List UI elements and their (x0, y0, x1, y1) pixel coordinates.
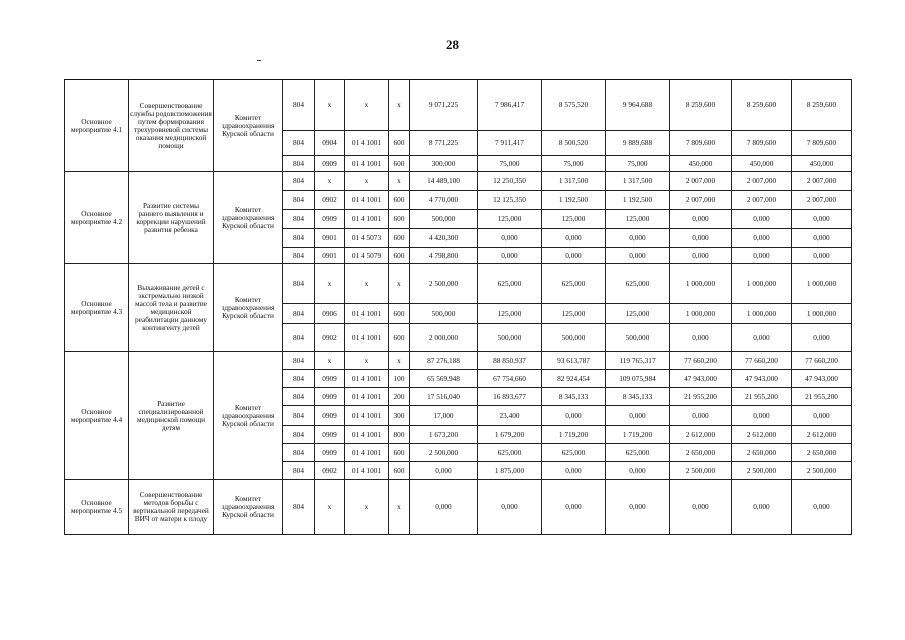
year-4-value-cell: 9 889,688 (606, 131, 670, 156)
year-2-value-cell: 1 875,000 (478, 462, 542, 480)
year-7-value-cell: 2 612,000 (792, 426, 852, 444)
year-5-value-cell: 2 650,000 (670, 444, 732, 462)
year-6-value-cell: 1 000,000 (732, 264, 792, 304)
target-article-cell: 01 4 1001 (345, 191, 389, 210)
year-3-value-cell: 75,000 (542, 156, 606, 172)
table-row (65, 352, 852, 370)
year-4-value-cell: 1 192,500 (606, 191, 670, 210)
grbs-code-cell: 804 (283, 324, 315, 352)
year-6-value-cell: 2 007,000 (732, 172, 792, 191)
event-name: Основное мероприятие 4.3 (65, 264, 129, 352)
year-3-value-cell: 0,000 (542, 462, 606, 480)
year-6-value-cell: 2 650,000 (732, 444, 792, 462)
year-6-value-cell: 0,000 (732, 248, 792, 264)
year-4-value-cell: 75,000 (606, 156, 670, 172)
grbs-code-cell: 804 (283, 406, 315, 426)
year-2-value-cell: 12 250,350 (478, 172, 542, 191)
year-1-value-cell: 500,000 (410, 210, 478, 229)
expense-type-cell: 600 (389, 304, 410, 324)
year-1-value-cell: 87 276,188 (410, 352, 478, 370)
year-4-value-cell: 0,000 (606, 406, 670, 426)
event-name: Основное мероприятие 4.1 (65, 80, 129, 172)
year-1-value-cell: 0,000 (410, 480, 478, 535)
year-3-value-cell: 1 192,500 (542, 191, 606, 210)
table-row (65, 480, 852, 535)
target-article-cell: 01 4 1001 (345, 156, 389, 172)
target-article-cell: 01 4 1001 (345, 388, 389, 406)
year-3-value-cell: 0,000 (542, 229, 606, 248)
year-2-value-cell: 0,000 (478, 229, 542, 248)
year-2-value-cell: 7 911,417 (478, 131, 542, 156)
year-3-value-cell: 93 613,787 (542, 352, 606, 370)
year-7-value-cell: 0,000 (792, 210, 852, 229)
grbs-code-cell: 804 (283, 388, 315, 406)
expense-type-cell: x (389, 352, 410, 370)
year-4-value-cell: 1 317,500 (606, 172, 670, 191)
year-5-value-cell: 8 259,600 (670, 80, 732, 131)
year-5-value-cell: 21 955,200 (670, 388, 732, 406)
page-number: 28 (446, 37, 459, 52)
year-6-value-cell: 0,000 (732, 210, 792, 229)
executor: Комитет здравоохранения Курской области (214, 352, 283, 480)
year-4-value-cell: 625,000 (606, 444, 670, 462)
target-article-cell: 01 4 1001 (345, 370, 389, 388)
year-1-value-cell: 500,000 (410, 304, 478, 324)
year-7-value-cell: 0,000 (792, 480, 852, 535)
year-7-value-cell: 2 007,000 (792, 172, 852, 191)
grbs-code-cell: 804 (283, 172, 315, 191)
section-code-cell: 0902 (315, 462, 345, 480)
year-1-value-cell: 14 489,100 (410, 172, 478, 191)
year-5-value-cell: 0,000 (670, 229, 732, 248)
year-2-value-cell: 625,000 (478, 264, 542, 304)
year-3-value-cell: 0,000 (542, 406, 606, 426)
year-1-value-cell: 1 673,200 (410, 426, 478, 444)
year-2-value-cell: 23,400 (478, 406, 542, 426)
year-3-value-cell: 500,000 (542, 324, 606, 352)
year-3-value-cell: 1 719,200 (542, 426, 606, 444)
year-7-value-cell: 0,000 (792, 248, 852, 264)
executor: Комитет здравоохранения Курской области (214, 80, 283, 172)
year-1-value-cell: 2 000,000 (410, 324, 478, 352)
year-4-value-cell: 119 765,317 (606, 352, 670, 370)
year-1-value-cell: 300,000 (410, 156, 478, 172)
target-article-cell: 01 4 1001 (345, 462, 389, 480)
year-3-value-cell: 0,000 (542, 248, 606, 264)
year-4-value-cell: 125,000 (606, 210, 670, 229)
year-2-value-cell: 67 754,660 (478, 370, 542, 388)
year-7-value-cell: 1 000,000 (792, 264, 852, 304)
year-1-value-cell: 2 500,000 (410, 264, 478, 304)
year-7-value-cell: 1 000,000 (792, 304, 852, 324)
section-code-cell: 0904 (315, 131, 345, 156)
target-article-cell: 01 4 1001 (345, 426, 389, 444)
year-4-value-cell: 0,000 (606, 248, 670, 264)
year-3-value-cell: 1 317,500 (542, 172, 606, 191)
year-3-value-cell: 0,000 (542, 480, 606, 535)
year-2-value-cell: 7 986,417 (478, 80, 542, 131)
expense-type-cell: 600 (389, 156, 410, 172)
executor: Комитет здравоохранения Курской области (214, 172, 283, 264)
year-6-value-cell: 21 955,200 (732, 388, 792, 406)
expense-type-cell: 600 (389, 444, 410, 462)
target-article-cell: 01 4 5073 (345, 229, 389, 248)
year-2-value-cell: 625,000 (478, 444, 542, 462)
year-6-value-cell: 0,000 (732, 406, 792, 426)
section-code-cell: x (315, 172, 345, 191)
year-2-value-cell: 75,000 (478, 156, 542, 172)
year-5-value-cell: 0,000 (670, 480, 732, 535)
year-6-value-cell: 2 500,000 (732, 462, 792, 480)
year-5-value-cell: 0,000 (670, 406, 732, 426)
grbs-code-cell: 804 (283, 80, 315, 131)
section-code-cell: 0902 (315, 324, 345, 352)
year-2-value-cell: 125,000 (478, 304, 542, 324)
year-7-value-cell: 0,000 (792, 324, 852, 352)
event-name: Основное мероприятие 4.4 (65, 352, 129, 480)
grbs-code-cell: 804 (283, 156, 315, 172)
expense-type-cell: 600 (389, 248, 410, 264)
section-code-cell: x (315, 80, 345, 131)
year-1-value-cell: 8 771,225 (410, 131, 478, 156)
section-code-cell: 0909 (315, 426, 345, 444)
grbs-code-cell: 804 (283, 352, 315, 370)
year-5-value-cell: 0,000 (670, 324, 732, 352)
year-6-value-cell: 8 259,600 (732, 80, 792, 131)
year-1-value-cell: 17,000 (410, 406, 478, 426)
table-row (65, 264, 852, 304)
grbs-code-cell: 804 (283, 229, 315, 248)
year-6-value-cell: 0,000 (732, 229, 792, 248)
expense-type-cell: 600 (389, 324, 410, 352)
year-1-value-cell: 4 798,800 (410, 248, 478, 264)
grbs-code-cell: 804 (283, 480, 315, 535)
grbs-code-cell: 804 (283, 444, 315, 462)
year-2-value-cell: 0,000 (478, 480, 542, 535)
target-article-cell: 01 4 1001 (345, 406, 389, 426)
grbs-code-cell: 804 (283, 248, 315, 264)
year-1-value-cell: 2 500,000 (410, 444, 478, 462)
year-6-value-cell: 2 007,000 (732, 191, 792, 210)
year-5-value-cell: 2 007,000 (670, 191, 732, 210)
year-4-value-cell: 500,000 (606, 324, 670, 352)
event-description: Выхаживание детей с экстремально низкой массой тела и развитие медицинской реабилитации данному контингенту детей (129, 264, 214, 352)
grbs-code-cell: 804 (283, 191, 315, 210)
section-code-cell: x (315, 480, 345, 535)
executor: Комитет здравоохранения Курской области (214, 480, 283, 535)
year-4-value-cell: 0,000 (606, 229, 670, 248)
expense-type-cell: x (389, 264, 410, 304)
target-article-cell: x (345, 172, 389, 191)
year-4-value-cell: 125,000 (606, 304, 670, 324)
year-6-value-cell: 0,000 (732, 480, 792, 535)
year-7-value-cell: 47 943,000 (792, 370, 852, 388)
year-3-value-cell: 125,000 (542, 304, 606, 324)
year-2-value-cell: 12 125,350 (478, 191, 542, 210)
year-2-value-cell: 1 679,200 (478, 426, 542, 444)
section-code-cell: 0901 (315, 248, 345, 264)
event-description: Совершенствование методов борьбы с вертикальной передачей ВИЧ от матери к плоду (129, 480, 214, 535)
year-3-value-cell: 8 575,520 (542, 80, 606, 131)
year-1-value-cell: 4 770,000 (410, 191, 478, 210)
target-article-cell: 01 4 1001 (345, 324, 389, 352)
year-3-value-cell: 625,000 (542, 264, 606, 304)
year-6-value-cell: 1 000,000 (732, 304, 792, 324)
year-7-value-cell: 21 955,200 (792, 388, 852, 406)
section-code-cell: 0902 (315, 191, 345, 210)
event-name: Основное мероприятие 4.5 (65, 480, 129, 535)
grbs-code-cell: 804 (283, 462, 315, 480)
year-6-value-cell: 47 943,000 (732, 370, 792, 388)
year-6-value-cell: 450,000 (732, 156, 792, 172)
section-code-cell: 0909 (315, 406, 345, 426)
year-3-value-cell: 125,000 (542, 210, 606, 229)
table-row (65, 80, 852, 131)
target-article-cell: x (345, 480, 389, 535)
year-1-value-cell: 9 071,225 (410, 80, 478, 131)
scan-speck (257, 60, 261, 61)
expense-type-cell: 600 (389, 131, 410, 156)
year-7-value-cell: 450,000 (792, 156, 852, 172)
expense-type-cell: 800 (389, 426, 410, 444)
expense-type-cell: 300 (389, 406, 410, 426)
year-5-value-cell: 77 660,200 (670, 352, 732, 370)
year-2-value-cell: 88 850,937 (478, 352, 542, 370)
year-6-value-cell: 77 660,200 (732, 352, 792, 370)
target-article-cell: 01 4 1001 (345, 304, 389, 324)
executor: Комитет здравоохранения Курской области (214, 264, 283, 352)
year-2-value-cell: 16 893,677 (478, 388, 542, 406)
year-5-value-cell: 2 500,000 (670, 462, 732, 480)
section-code-cell: x (315, 264, 345, 304)
grbs-code-cell: 804 (283, 210, 315, 229)
year-4-value-cell: 8 345,133 (606, 388, 670, 406)
table-row (65, 172, 852, 191)
year-3-value-cell: 8 345,133 (542, 388, 606, 406)
event-description: Развитие системы раннего выявления и коррекции нарушений развития ребенка (129, 172, 214, 264)
grbs-code-cell: 804 (283, 304, 315, 324)
target-article-cell: x (345, 80, 389, 131)
year-5-value-cell: 0,000 (670, 210, 732, 229)
section-code-cell: 0909 (315, 370, 345, 388)
year-4-value-cell: 1 719,200 (606, 426, 670, 444)
year-7-value-cell: 77 660,200 (792, 352, 852, 370)
year-3-value-cell: 82 924,454 (542, 370, 606, 388)
event-description: Развитие специализированной медицинской помощи детям (129, 352, 214, 480)
year-2-value-cell: 125,000 (478, 210, 542, 229)
section-code-cell: 0909 (315, 156, 345, 172)
section-code-cell: 0909 (315, 444, 345, 462)
year-5-value-cell: 1 000,000 (670, 264, 732, 304)
year-3-value-cell: 625,000 (542, 444, 606, 462)
year-7-value-cell: 0,000 (792, 406, 852, 426)
year-1-value-cell: 17 516,040 (410, 388, 478, 406)
section-code-cell: x (315, 352, 345, 370)
section-code-cell: 0909 (315, 210, 345, 229)
year-4-value-cell: 9 964,688 (606, 80, 670, 131)
target-article-cell: 01 4 1001 (345, 131, 389, 156)
target-article-cell: 01 4 1001 (345, 210, 389, 229)
expense-type-cell: x (389, 480, 410, 535)
year-5-value-cell: 0,000 (670, 248, 732, 264)
section-code-cell: 0901 (315, 229, 345, 248)
expense-type-cell: 600 (389, 229, 410, 248)
event-name: Основное мероприятие 4.2 (65, 172, 129, 264)
expense-type-cell: 600 (389, 462, 410, 480)
year-6-value-cell: 2 612,000 (732, 426, 792, 444)
expense-type-cell: 600 (389, 191, 410, 210)
target-article-cell: 01 4 1001 (345, 444, 389, 462)
year-1-value-cell: 65 569,948 (410, 370, 478, 388)
expense-type-cell: x (389, 80, 410, 131)
year-4-value-cell: 0,000 (606, 480, 670, 535)
grbs-code-cell: 804 (283, 426, 315, 444)
year-6-value-cell: 0,000 (732, 324, 792, 352)
expense-type-cell: x (389, 172, 410, 191)
year-7-value-cell: 2 650,000 (792, 444, 852, 462)
expense-type-cell: 200 (389, 388, 410, 406)
target-article-cell: x (345, 264, 389, 304)
year-2-value-cell: 0,000 (478, 248, 542, 264)
year-5-value-cell: 2 612,000 (670, 426, 732, 444)
year-5-value-cell: 2 007,000 (670, 172, 732, 191)
year-4-value-cell: 109 075,984 (606, 370, 670, 388)
section-code-cell: 0909 (315, 388, 345, 406)
budget-table (64, 79, 852, 535)
year-2-value-cell: 500,000 (478, 324, 542, 352)
year-7-value-cell: 2 500,000 (792, 462, 852, 480)
event-description: Совершенствование службы родовспоможения путем формирования трехуровневой системы оказания медицинской помощи (129, 80, 214, 172)
grbs-code-cell: 804 (283, 131, 315, 156)
year-6-value-cell: 7 809,600 (732, 131, 792, 156)
year-1-value-cell: 0,000 (410, 462, 478, 480)
expense-type-cell: 100 (389, 370, 410, 388)
year-5-value-cell: 450,000 (670, 156, 732, 172)
year-7-value-cell: 8 259,600 (792, 80, 852, 131)
expense-type-cell: 600 (389, 210, 410, 229)
grbs-code-cell: 804 (283, 370, 315, 388)
year-5-value-cell: 7 809,600 (670, 131, 732, 156)
year-5-value-cell: 47 943,000 (670, 370, 732, 388)
year-3-value-cell: 8 500,520 (542, 131, 606, 156)
year-4-value-cell: 0,000 (606, 462, 670, 480)
grbs-code-cell: 804 (283, 264, 315, 304)
year-5-value-cell: 1 000,000 (670, 304, 732, 324)
year-4-value-cell: 625,000 (606, 264, 670, 304)
target-article-cell: x (345, 352, 389, 370)
year-7-value-cell: 7 809,600 (792, 131, 852, 156)
target-article-cell: 01 4 5079 (345, 248, 389, 264)
section-code-cell: 0906 (315, 304, 345, 324)
year-1-value-cell: 4 420,300 (410, 229, 478, 248)
year-7-value-cell: 2 007,000 (792, 191, 852, 210)
year-7-value-cell: 0,000 (792, 229, 852, 248)
